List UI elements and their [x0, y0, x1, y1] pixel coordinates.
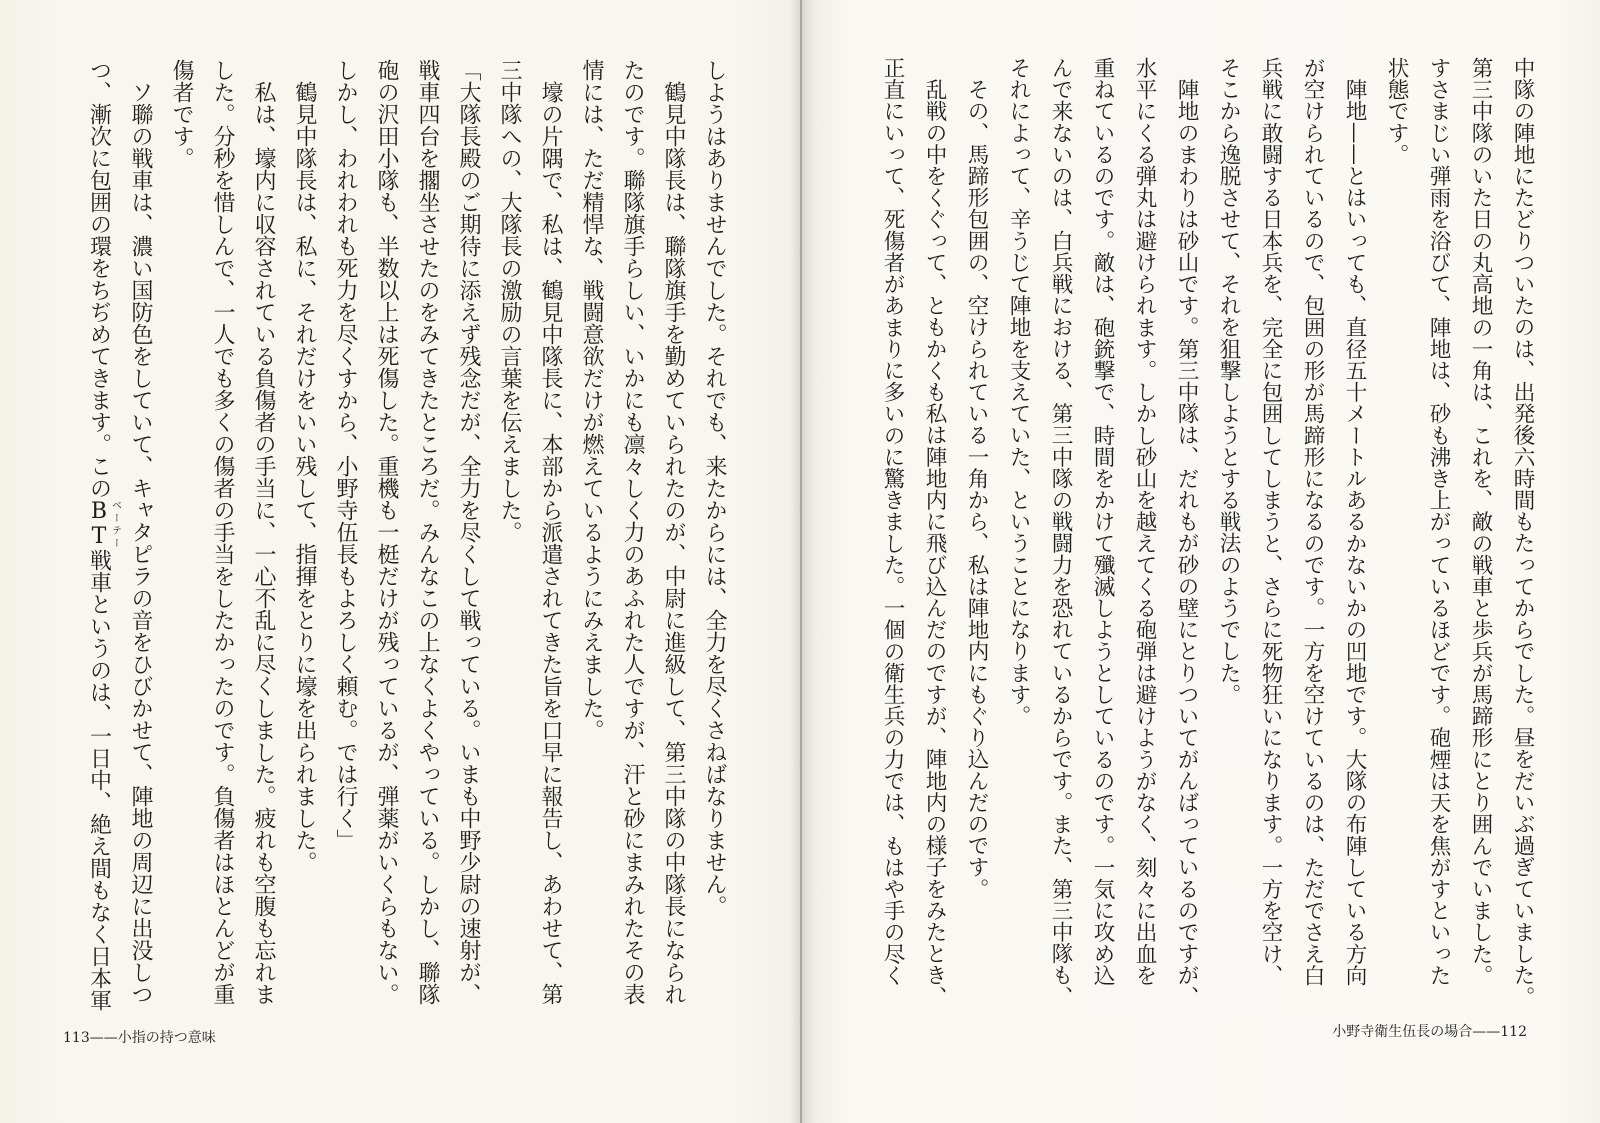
text-line: そこから逸脱させて、それを狙撃しようとする戦法のようでした。 [1216, 57, 1241, 705]
gutter-shadow [790, 0, 816, 1123]
text-line: その、馬蹄形包囲の、空けられている一角から、私は陣地内にもぐり込んだのです。 [964, 57, 989, 900]
text-line: 第三中隊のいた日の丸高地の一角は、これを、敵の戦車と歩兵が馬蹄形にとり囲んでいました。 [1468, 57, 1493, 986]
text-line: 傷者です。 [169, 59, 194, 169]
text-line: 戦車四台を擱坐させたのをみてきたところだ。みんなこの上なくよくやっている。しかし、聯隊 [415, 59, 440, 1005]
ruby-annotation [86, 499, 121, 549]
ruby-base: BT [86, 499, 112, 549]
text-line: 陣地のまわりは砂山です。第三中隊は、だれもが砂の壁にとりついてがんばっているのですが、 [1174, 57, 1199, 1008]
right-page-body [871, 57, 1543, 1008]
text-line: 情には、ただ精悍な、戦闘意欲だけが燃えているようにみえました。 [579, 59, 604, 741]
text-line: 正直にいって、死傷者があまりに多いのに驚きました。一個の衛生兵の力では、もはや手の尽く [880, 57, 905, 986]
text-line: 砲の沢田小隊も、半数以上は死傷した。重機も一梃だけが残っているが、弾薬がいくらもない。 [374, 59, 399, 1005]
text-line: しようはありませんでした。それでも、来たからには、全力を尽くさねばなりません。 [702, 59, 727, 917]
text-line: すさまじい弾雨を浴びて、陣地は、砂も沸き上がっているほどです。砲煙は天を焦がすといった [1426, 57, 1451, 986]
text-line: した。分秒を惜しんで、一人でも多くの傷者の手当をしたかったのです。負傷者はほとんどが重 [210, 59, 235, 1005]
text-line: が空けられているので、包囲の形が馬蹄形になるのです。一方を空けているのは、ただでさえ白 [1300, 57, 1325, 986]
text-line: 中隊の陣地にたどりついたのは、出発後六時間もたってからでした。昼をだいぶ過ぎていました。 [1510, 57, 1535, 1008]
text-line: 状態です。 [1384, 57, 1409, 165]
text-line: 私は、壕内に収容されている負傷者の手当に、一心不乱に尽くしました。疲れも空腹も忘れま [251, 59, 276, 1005]
page-footer-left: 113——小指の持つ意味 [63, 1030, 216, 1046]
text-line: 兵戦に敢闘する日本兵を、完全に包囲してしまうと、さらに死物狂いになります。一方を空け、 [1258, 57, 1283, 986]
text-line: 鶴見中隊長は、聯隊旗手を勤めていられたのが、中尉に進級して、第三中隊の中隊長になられ [661, 59, 686, 1005]
text-line: 重ねているのです。敵は、砲銃撃で、時間をかけて殲滅しようとしているのです。一気に攻め込 [1090, 57, 1115, 986]
text-line: 乱戦の中をくぐって、ともかくも私は陣地内に飛び込んだのですが、陣地内の様子をみたとき、 [922, 57, 947, 1008]
text-line [79, 59, 121, 1011]
text-line: 鶴見中隊長は、私に、それだけをいい残して、指揮をとりに壕を出られました。 [292, 59, 317, 873]
text-segment: 戦車というのは、一日中、絶え間もなく日本軍 [86, 549, 112, 1011]
text-line: たのです。聯隊旗手らしい、いかにも凛々しく力のあふれた人ですが、汗と砂にまみれたその表 [620, 59, 645, 1005]
text-line: 陣地——とはいっても、直径五十メートルあるかないかの凹地です。大隊の布陣している方向 [1342, 57, 1367, 986]
text-line: ソ聯の戦車は、濃い国防色をしていて、キャタピラの音をひびかせて、陣地の周辺に出没しつ [128, 59, 153, 1005]
text-line: しかし、われわれも死力を尽くすから、小野寺伍長もよろしく頼む。では行く」 [333, 59, 358, 851]
text-line: 水平にくる弾丸は避けられます。しかし砂山を越えてくる砲弾は避けようがなく、刻々に出血を [1132, 57, 1157, 986]
text-line: んで来ないのは、白兵戦における、第三中隊の戦闘力を恐れているからです。また、第三中隊も、 [1048, 57, 1073, 1008]
ruby-reading: ベーテー [109, 499, 121, 549]
text-line: 三中隊への、大隊長の激励の言葉を伝えました。 [497, 59, 522, 543]
text-segment: つ、漸次に包囲の環をちぢめてきます。この [86, 59, 112, 499]
book-spine [800, 0, 802, 1123]
text-line: 壕の片隅で、私は、鶴見中隊長に、本部から派遣されてきた旨を口早に報告し、あわせて、第 [538, 59, 563, 1005]
page-footer-right: 小野寺衛生伍長の場合——112 [1332, 1024, 1527, 1040]
text-line: 「大隊長殿のご期待に添えず残念だが、全力を尽くして戦っている。いまも中野少尉の速射が、 [456, 59, 481, 1005]
text-line: それによって、辛うじて陣地を支えていた、ということになります。 [1006, 57, 1031, 727]
left-page-body [79, 59, 735, 1011]
